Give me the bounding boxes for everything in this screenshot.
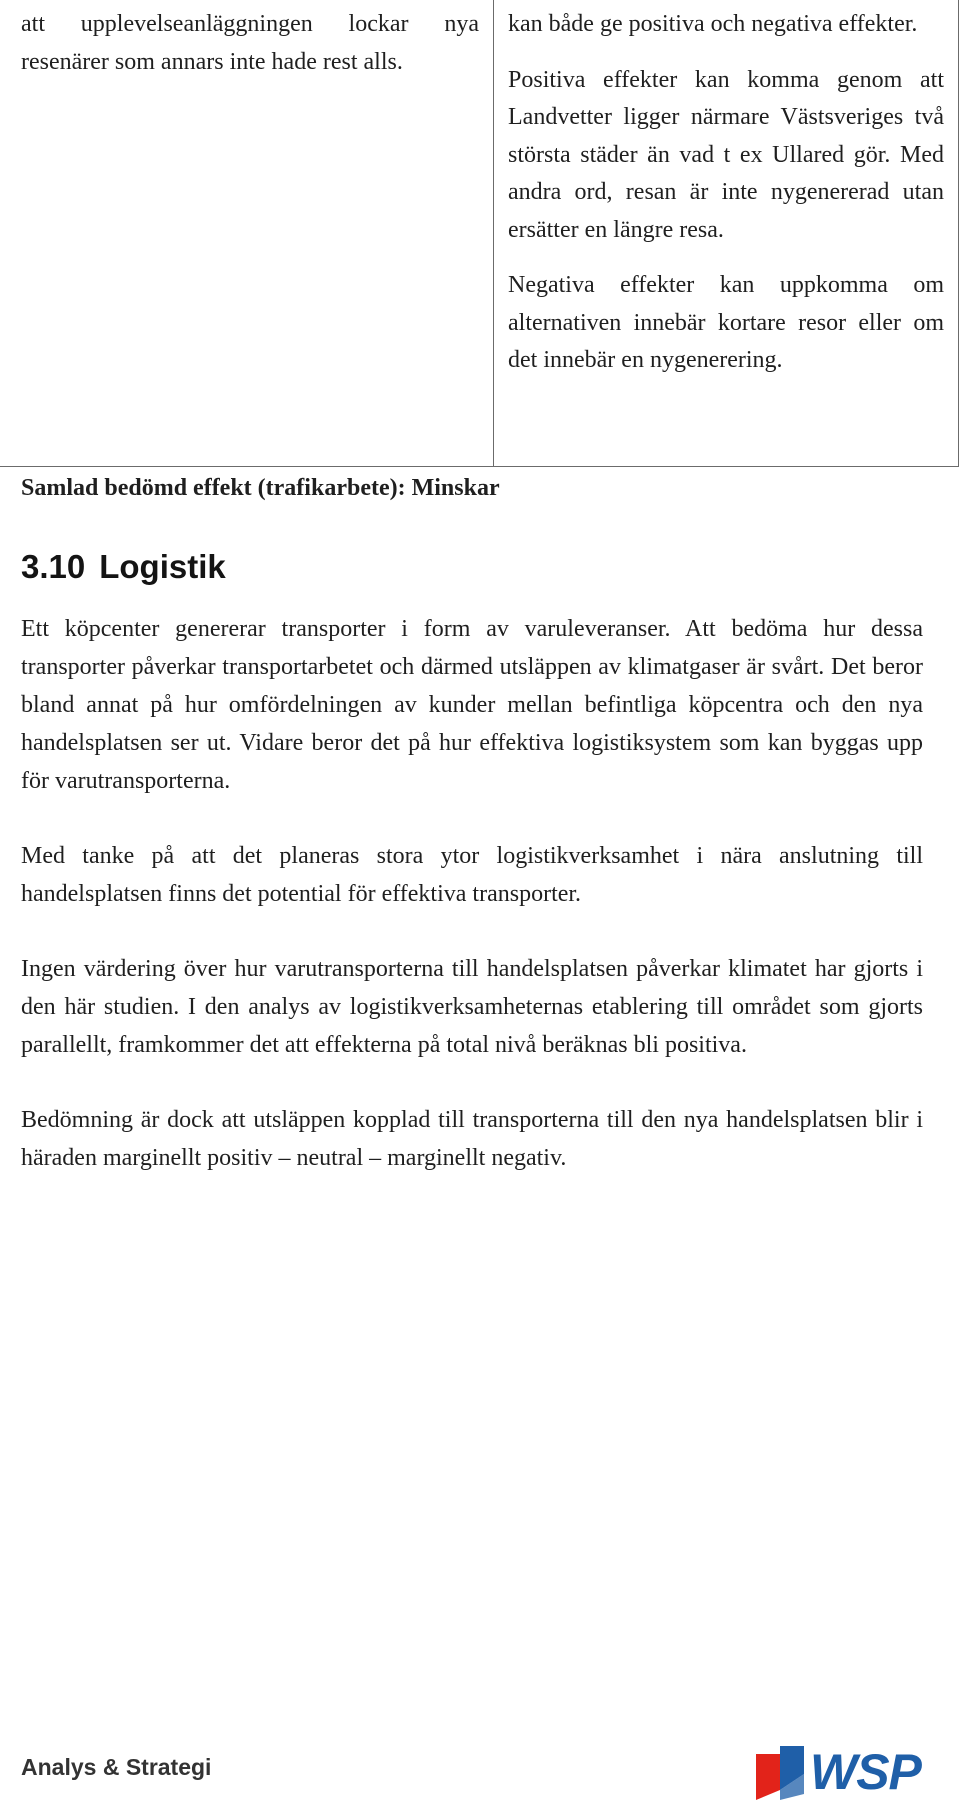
table-cell-right-paragraph: Positiva effekter kan komma genom att Landvetter ligger närmare Västsveriges två största städer än vad t ex Ullared gör. Med andra ord, resan är inte nygenererad utan ersätter en längre resa. [508,66,944,243]
body-paragraph: Ett köpcenter genererar transporter i form av varuleveranser. Att bedöma hur dessa transporter påverkar transportarbetet och därmed utsläppen av klimatgaser är svårt. Det beror bland annat på hur omfördelningen av kunder mellan befintliga köpcentra och den nya handelsplatsen ser ut. Vidare beror det på hur effektiva logistiksystem som kan byggas upp för varutransporterna. [21,616,923,794]
table-cell-left [0,0,494,467]
table-cell-left-text: att upplevelseanläggningen lockar nya resenärer som annars inte hade rest alls. [21,11,479,75]
table-cell-right-paragraph: Negativa effekter kan uppkomma om alternativen innebär kortare resor eller om det innebär en nygenerering. [508,272,944,373]
body-paragraph: Bedömning är dock att utsläppen kopplad till transporterna till den nya handelsplatsen blir i häraden marginellt positiv – neutral – marginellt negativ. [21,1107,923,1171]
wsp-logo [754,1743,921,1801]
body-paragraph: Ingen värdering över hur varutransporterna till handelsplatsen påverkar klimatet har gjorts i den här studien. I den analys av logistikverksamheternas etablering till området som gjorts parallellt, framkommer det att effekterna på total nivå beräknas bli positiva. [21,956,923,1058]
footer-department: Analys & Strategi [21,1754,212,1780]
wsp-logo-mark-icon [754,1744,806,1800]
section-number: 3.10 [21,548,86,585]
continuation-table [0,0,959,467]
table-cell-right-paragraph: kan både ge positiva och negativa effekter. [508,11,918,37]
section-body [21,610,923,1214]
section-title: Logistik [99,548,226,585]
table-cell-right [494,0,959,467]
summary-assessment: Samlad bedömd effekt (trafikarbete): Minskar [21,475,500,501]
section-heading [21,546,226,588]
wsp-logo-text: WSP [810,1744,921,1800]
body-paragraph: Med tanke på att det planeras stora ytor logistikverksamhet i nära anslutning till handelsplatsen finns det potential för effektiva transporter. [21,843,923,907]
